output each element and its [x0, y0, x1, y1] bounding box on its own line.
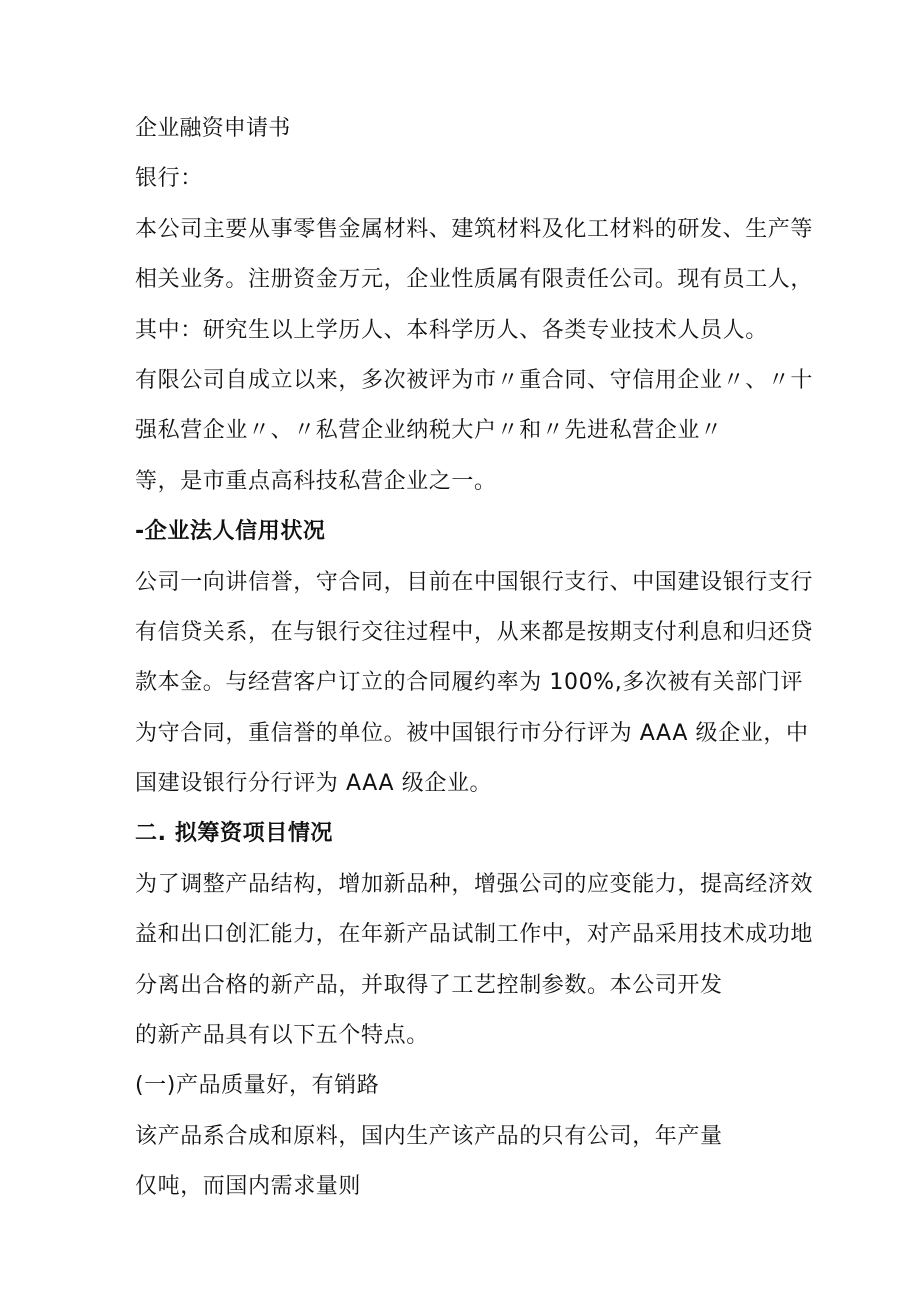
intro-line: 有限公司自成立以来，多次被评为市〃重合同、守信用企业〃、〃十: [135, 367, 814, 393]
quality-line: 该产品系合成和原料，国内生产该产品的只有公司，年产量: [135, 1123, 723, 1149]
quality-line: 仅吨，而国内需求量则: [135, 1174, 362, 1200]
intro-paragraph: [135, 215, 814, 497]
intro-line: 相关业务。注册资金万元，企业性质属有限责任公司。现有员工人，: [135, 267, 814, 293]
credit-line: 为守合同，重信誉的单位。被中国银行市分行评为 AAA 级企业，中: [135, 720, 809, 746]
intro-line: 本公司主要从事零售金属材料、建筑材料及化工材料的研发、生产等: [135, 216, 814, 242]
credit-line: 有信贷关系，在与银行交往过程中，从来都是按期支付利息和归还贷: [135, 619, 814, 645]
section-heading-credit: -企业法人信用状况: [135, 519, 326, 545]
credit-paragraph: [135, 568, 814, 800]
intro-line: 强私营企业〃、〃私营企业纳税大户〃和〃先进私营企业〃: [135, 418, 723, 444]
intro-line: 其中：研究生以上学历人、本科学历人、各类专业技术人员人。: [135, 317, 768, 343]
quality-paragraph: [135, 1122, 795, 1202]
project-line: 为了调整产品结构，增加新品种，增强公司的应变能力，提高经济效: [135, 871, 814, 897]
intro-line: 等，是市重点高科技私营企业之一。: [135, 468, 497, 494]
salutation: 银行：: [135, 166, 203, 192]
project-line: 的新产品具有以下五个特点。: [135, 1023, 429, 1049]
document-page: [135, 114, 814, 1223]
project-line: 分离出合格的新产品，并取得了工艺控制参数。本公司开发: [135, 972, 723, 998]
credit-line: 公司一向讲信誉，守合同，目前在中国银行支行、中国建设银行支行: [135, 569, 814, 595]
project-line: 益和出口创汇能力，在年新产品试制工作中，对产品采用技术成功地: [135, 922, 814, 948]
credit-line: 款本金。与经营客户订立的合同履约率为 100%,多次被有关部门评: [135, 670, 804, 696]
document-title: 企业融资申请书: [135, 116, 291, 141]
subsection-heading-quality: (一)产品质量好，有销路: [135, 1073, 380, 1099]
project-paragraph: [135, 870, 814, 1051]
credit-line: 国建设银行分行评为 AAA 级企业。: [135, 771, 493, 797]
section-heading-project: 二. 拟筹资项目情况: [135, 821, 334, 847]
